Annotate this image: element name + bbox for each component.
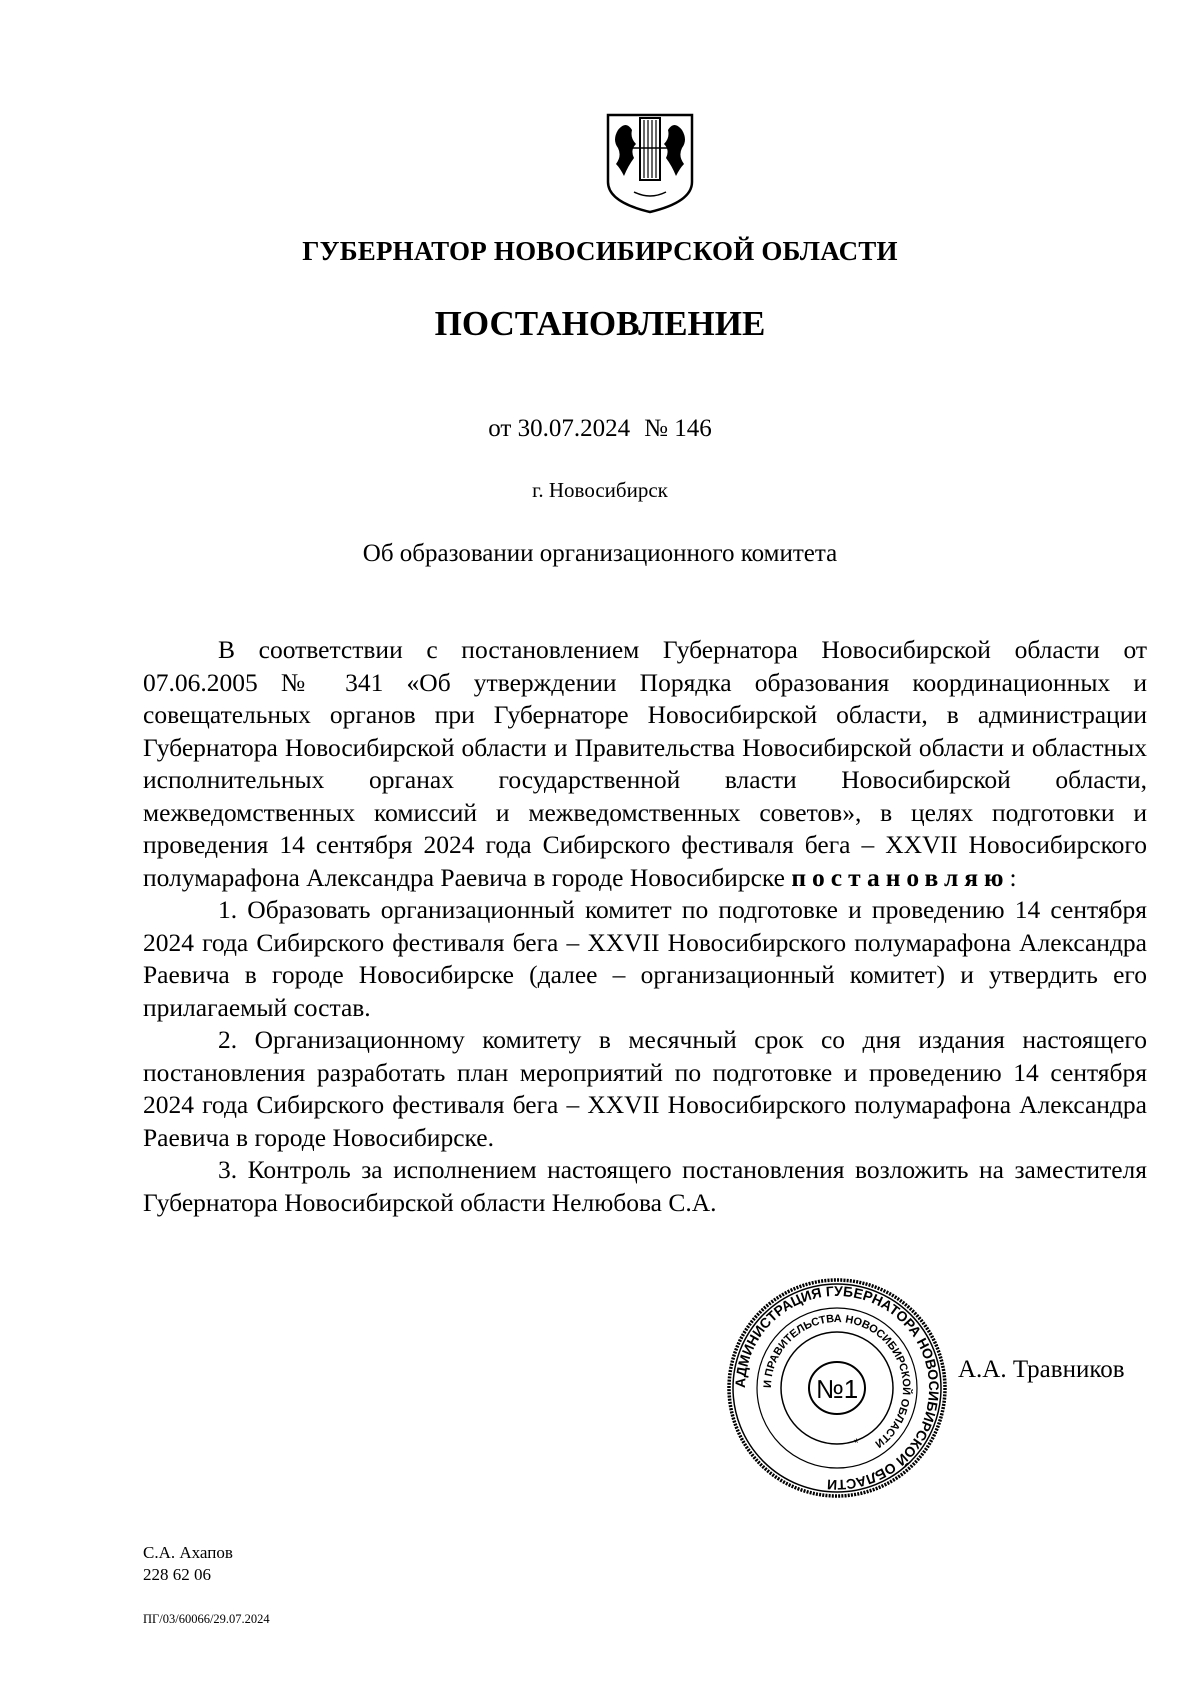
preamble-paragraph xyxy=(143,634,1147,894)
document-date: от 30.07.2024 xyxy=(488,415,631,442)
preamble-text: В соответствии с постановлением Губернатора Новосибирской области от 07.06.2005 № 341 «Об утверждении Порядка образования координационных и совещательных органов при Губернаторе Новосибирской области, в администрации Губернатора Новосибирской области и Правительства Новосибирской области и областных исполнительных органах государственной власти Новосибирской области, межведомственных комиссий и межведомственных советов», в целях подготовки и проведения 14 сентября 2024 года Сибирского фестиваля бега – XXVII Новосибирского полумарафона Александра Раевича в городе Новосибирске xyxy=(143,635,1147,892)
signer-name: А.А. Травников xyxy=(958,1356,1125,1383)
executor-name: С.А. Ахапов xyxy=(143,1543,233,1562)
item-1: 1. Образовать организационный комитет по подготовке и проведению 14 сентября 2024 года Сибирского фестиваля бега – XXVII Новосибирского полумарафона Александра Раевича в городе Новосибирске (далее – организационный комитет) и утвердить его прилагаемый состав. xyxy=(143,895,1147,1022)
svg-text:И ПРАВИТЕЛЬСТВА НОВОСИБИРСКОЙ: И ПРАВИТЕЛЬСТВА НОВОСИБИРСКОЙ ОБЛАСТИ xyxy=(761,1312,913,1450)
document-number: № 146 xyxy=(644,415,712,442)
decree-colon: : xyxy=(1009,862,1017,892)
document-body xyxy=(143,634,1147,1219)
official-seal-stamp xyxy=(726,1277,948,1499)
decree-word: постановляю xyxy=(791,862,1010,892)
item-2: 2. Организационному комитету в месячный срок со дня издания настоящего постановления разработать план мероприятий по подготовке и проведению 14 сентября 2024 года Сибирского фестиваля бега – XXVII Новосибирского полумарафона Александра Раевича в городе Новосибирске. xyxy=(143,1025,1147,1152)
item-3: 3. Контроль за исполнением настоящего постановления возложить на заместителя Губернатора Новосибирской области Нелюбова С.А. xyxy=(143,1155,1147,1217)
coat-of-arms-emblem xyxy=(604,112,696,214)
date-number-line xyxy=(0,415,1200,443)
registration-code: ПГ/03/60066/29.07.2024 xyxy=(143,1612,270,1626)
executor-phone: 228 62 06 xyxy=(143,1565,211,1584)
svg-text:*: * xyxy=(854,1436,859,1450)
svg-text:№1: №1 xyxy=(815,1374,859,1404)
document-subject: Об образовании организационного комитета xyxy=(362,540,838,567)
issuing-authority: ГУБЕРНАТОР НОВОСИБИРСКОЙ ОБЛАСТИ xyxy=(302,236,898,266)
document-type-title: ПОСТАНОВЛЕНИЕ xyxy=(434,304,766,343)
svg-text:АДМИНИСТРАЦИЯ ГУБЕРНАТОРА НОВО: АДМИНИСТРАЦИЯ ГУБЕРНАТОРА НОВОСИБИРСКОЙ ОБЛАСТИ xyxy=(731,1282,943,1494)
document-city: г. Новосибирск xyxy=(532,478,668,502)
